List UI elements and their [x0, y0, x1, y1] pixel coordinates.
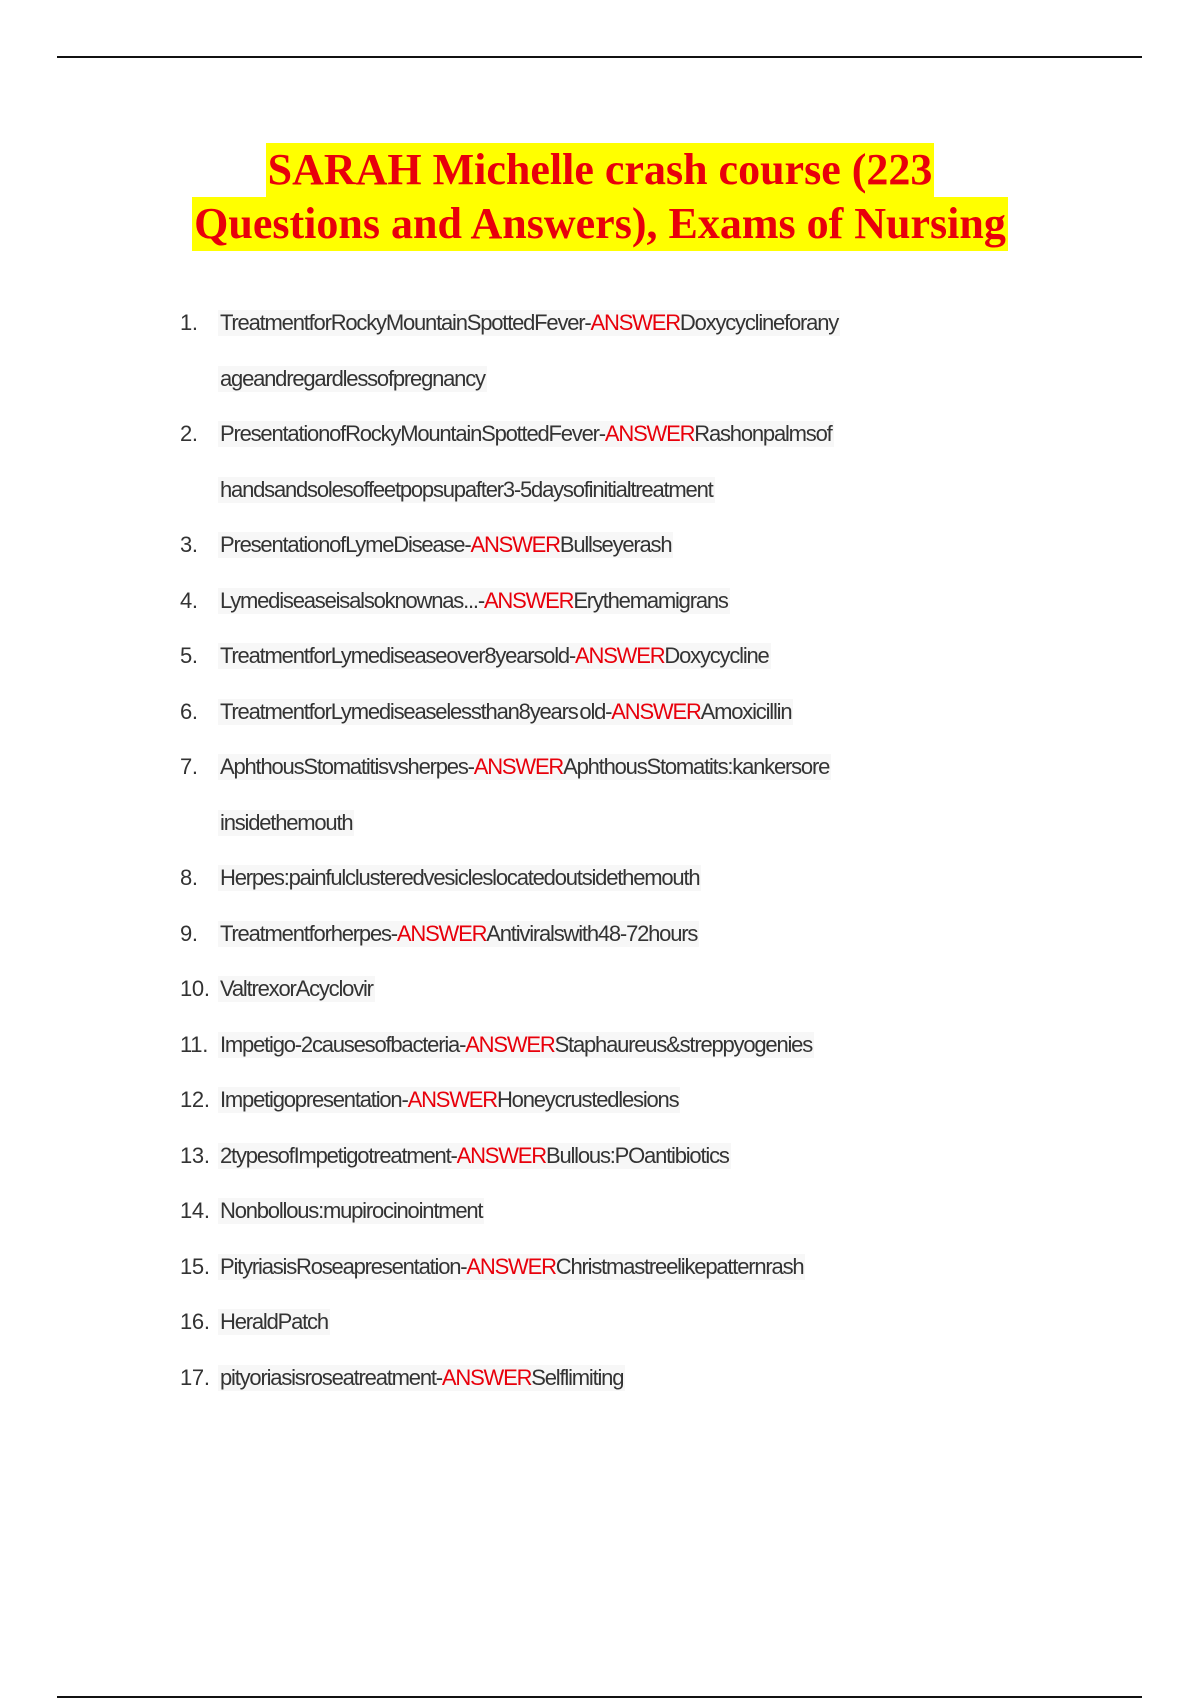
answer-label: ANSWER [575, 643, 665, 668]
qa-number: 8. [180, 865, 198, 890]
qa-item [0, 522, 1200, 578]
answer-label: ANSWER [604, 421, 695, 446]
answer-label: ANSWER [441, 1364, 532, 1390]
qa-number: 7. [180, 754, 198, 779]
qa-item [0, 1355, 1200, 1411]
qa-answer: Bullseyerash [559, 532, 672, 557]
answer-label: ANSWER [611, 698, 701, 724]
qa-list [0, 300, 1200, 1410]
qa-text [218, 1087, 680, 1113]
qa-item [0, 1188, 1200, 1244]
answer-label: ANSWER [483, 587, 574, 613]
qa-question: TreatmentforLymediseaselessthan8years old- [220, 698, 612, 724]
qa-line [0, 1133, 1200, 1189]
qa-number: 14. [180, 1198, 210, 1223]
qa-item [0, 578, 1200, 634]
qa-item [0, 689, 1200, 745]
qa-answer: AphthousStomatits:kankersore [563, 754, 830, 779]
qa-answer: Rashonpalmsof [694, 421, 832, 446]
qa-number: 12. [180, 1087, 210, 1112]
qa-item [0, 1244, 1200, 1300]
qa-number: 5. [180, 643, 198, 668]
qa-continuation: ageandregardlessofpregnancy [220, 365, 485, 391]
bottom-divider [57, 1696, 1142, 1698]
qa-question: Treatmentforherpes- [220, 920, 397, 946]
qa-question: Impetigopresentation- [220, 1087, 408, 1112]
qa-question: 2typesofImpetigotreatment- [220, 1142, 457, 1168]
qa-line [0, 966, 1200, 1022]
qa-text [218, 588, 730, 614]
qa-answer: Honeycrustedlesions [496, 1087, 679, 1112]
qa-item [0, 1299, 1200, 1355]
qa-question: PresentationofLymeDisease- [220, 532, 471, 557]
qa-plain-text: Nonbollous:mupirocinointment [220, 1198, 483, 1223]
qa-line [0, 300, 1200, 356]
qa-question: pityoriasisroseatreatment- [220, 1364, 442, 1390]
qa-question: TreatmentforLymediseaseover8yearsold- [220, 643, 576, 668]
answer-label: ANSWER [407, 1087, 497, 1112]
qa-answer: Amoxicillin [700, 698, 792, 724]
qa-plain-text: Herpes:painfulclusteredvesicleslocatedoutsidethemouth [220, 865, 700, 890]
qa-text [218, 1365, 625, 1391]
qa-text [218, 532, 673, 558]
qa-number: 1. [180, 310, 198, 335]
qa-question: AphthousStomatitisvsherpes- [220, 754, 474, 779]
qa-text [218, 310, 840, 336]
qa-number: 9. [180, 920, 198, 946]
qa-line [0, 855, 1200, 911]
qa-continuation-line [0, 800, 1200, 856]
qa-answer: Erythemamigrans [573, 587, 728, 613]
qa-line [0, 1299, 1200, 1355]
qa-line [0, 578, 1200, 634]
qa-number: 16. [180, 1309, 210, 1334]
qa-question: Lymediseaseisalsoknownas...- [220, 587, 484, 613]
top-divider [57, 56, 1142, 58]
qa-answer: Selflimiting [531, 1364, 624, 1390]
qa-continuation-line [0, 356, 1200, 412]
qa-plain-text: HeraldPatch [220, 1309, 328, 1334]
qa-continuation: insidethemouth [220, 809, 353, 835]
qa-line [0, 1355, 1200, 1411]
qa-text [218, 921, 699, 947]
qa-text [218, 1143, 731, 1169]
qa-line [0, 1244, 1200, 1300]
qa-item [0, 1133, 1200, 1189]
qa-continuation-line [0, 467, 1200, 523]
qa-number: 10. [180, 976, 210, 1001]
qa-text [218, 754, 831, 780]
qa-line [0, 633, 1200, 689]
qa-answer: Antiviralswith48-72hours [486, 920, 698, 946]
qa-item [0, 744, 1200, 855]
answer-label: ANSWER [456, 1142, 546, 1168]
qa-number: 4. [180, 587, 198, 613]
qa-question: PityriasisRoseapresentation- [220, 1253, 467, 1279]
qa-number: 13. [180, 1142, 210, 1168]
qa-number: 15. [180, 1253, 210, 1279]
answer-label: ANSWER [470, 532, 560, 557]
qa-text [218, 699, 793, 725]
qa-item [0, 966, 1200, 1022]
qa-item [0, 911, 1200, 967]
qa-question: PresentationofRockyMountainSpottedFever- [220, 421, 605, 446]
title-line-1: SARAH Michelle crash course (223 [266, 143, 935, 197]
qa-number: 6. [180, 698, 198, 724]
qa-line [0, 1077, 1200, 1133]
qa-answer: Doxycycline [664, 643, 769, 668]
qa-item [0, 300, 1200, 411]
qa-line [0, 911, 1200, 967]
qa-line [0, 689, 1200, 745]
qa-number: 17. [180, 1364, 210, 1390]
qa-text [218, 643, 771, 669]
qa-item [0, 855, 1200, 911]
qa-answer: Doxycyclineforany [679, 310, 839, 335]
qa-text [218, 1254, 805, 1280]
qa-item [0, 1077, 1200, 1133]
qa-number: 11. [180, 1031, 209, 1057]
qa-question: TreatmentforRockyMountainSpottedFever- [220, 310, 591, 335]
qa-line [0, 1188, 1200, 1244]
qa-question: Impetigo-2causesofbacteria- [220, 1031, 466, 1057]
qa-continuation: handsandsolesoffeetpopsupafter3-5daysofinitialtreatment [220, 476, 713, 502]
qa-number: 2. [180, 421, 198, 446]
qa-answer: Bullous:POantibiotics [545, 1142, 729, 1168]
qa-item [0, 411, 1200, 522]
document-title [0, 143, 1200, 251]
qa-answer: Christmastreelikepatternrash [555, 1253, 804, 1279]
answer-label: ANSWER [465, 1031, 555, 1057]
answer-label: ANSWER [396, 920, 487, 946]
answer-label: ANSWER [466, 1253, 556, 1279]
qa-plain-text: ValtrexorAcyclovir [220, 976, 373, 1001]
title-line-2: Questions and Answers), Exams of Nursing [192, 197, 1008, 251]
answer-label: ANSWER [473, 754, 564, 779]
qa-line [0, 411, 1200, 467]
qa-item [0, 633, 1200, 689]
qa-item [0, 1022, 1200, 1078]
qa-answer: Staphaureus&streppyogenies [554, 1031, 813, 1057]
qa-text [218, 1032, 814, 1058]
qa-line [0, 744, 1200, 800]
qa-text [218, 421, 834, 447]
qa-number: 3. [180, 532, 198, 557]
qa-line [0, 1022, 1200, 1078]
qa-line [0, 522, 1200, 578]
answer-label: ANSWER [590, 310, 680, 335]
